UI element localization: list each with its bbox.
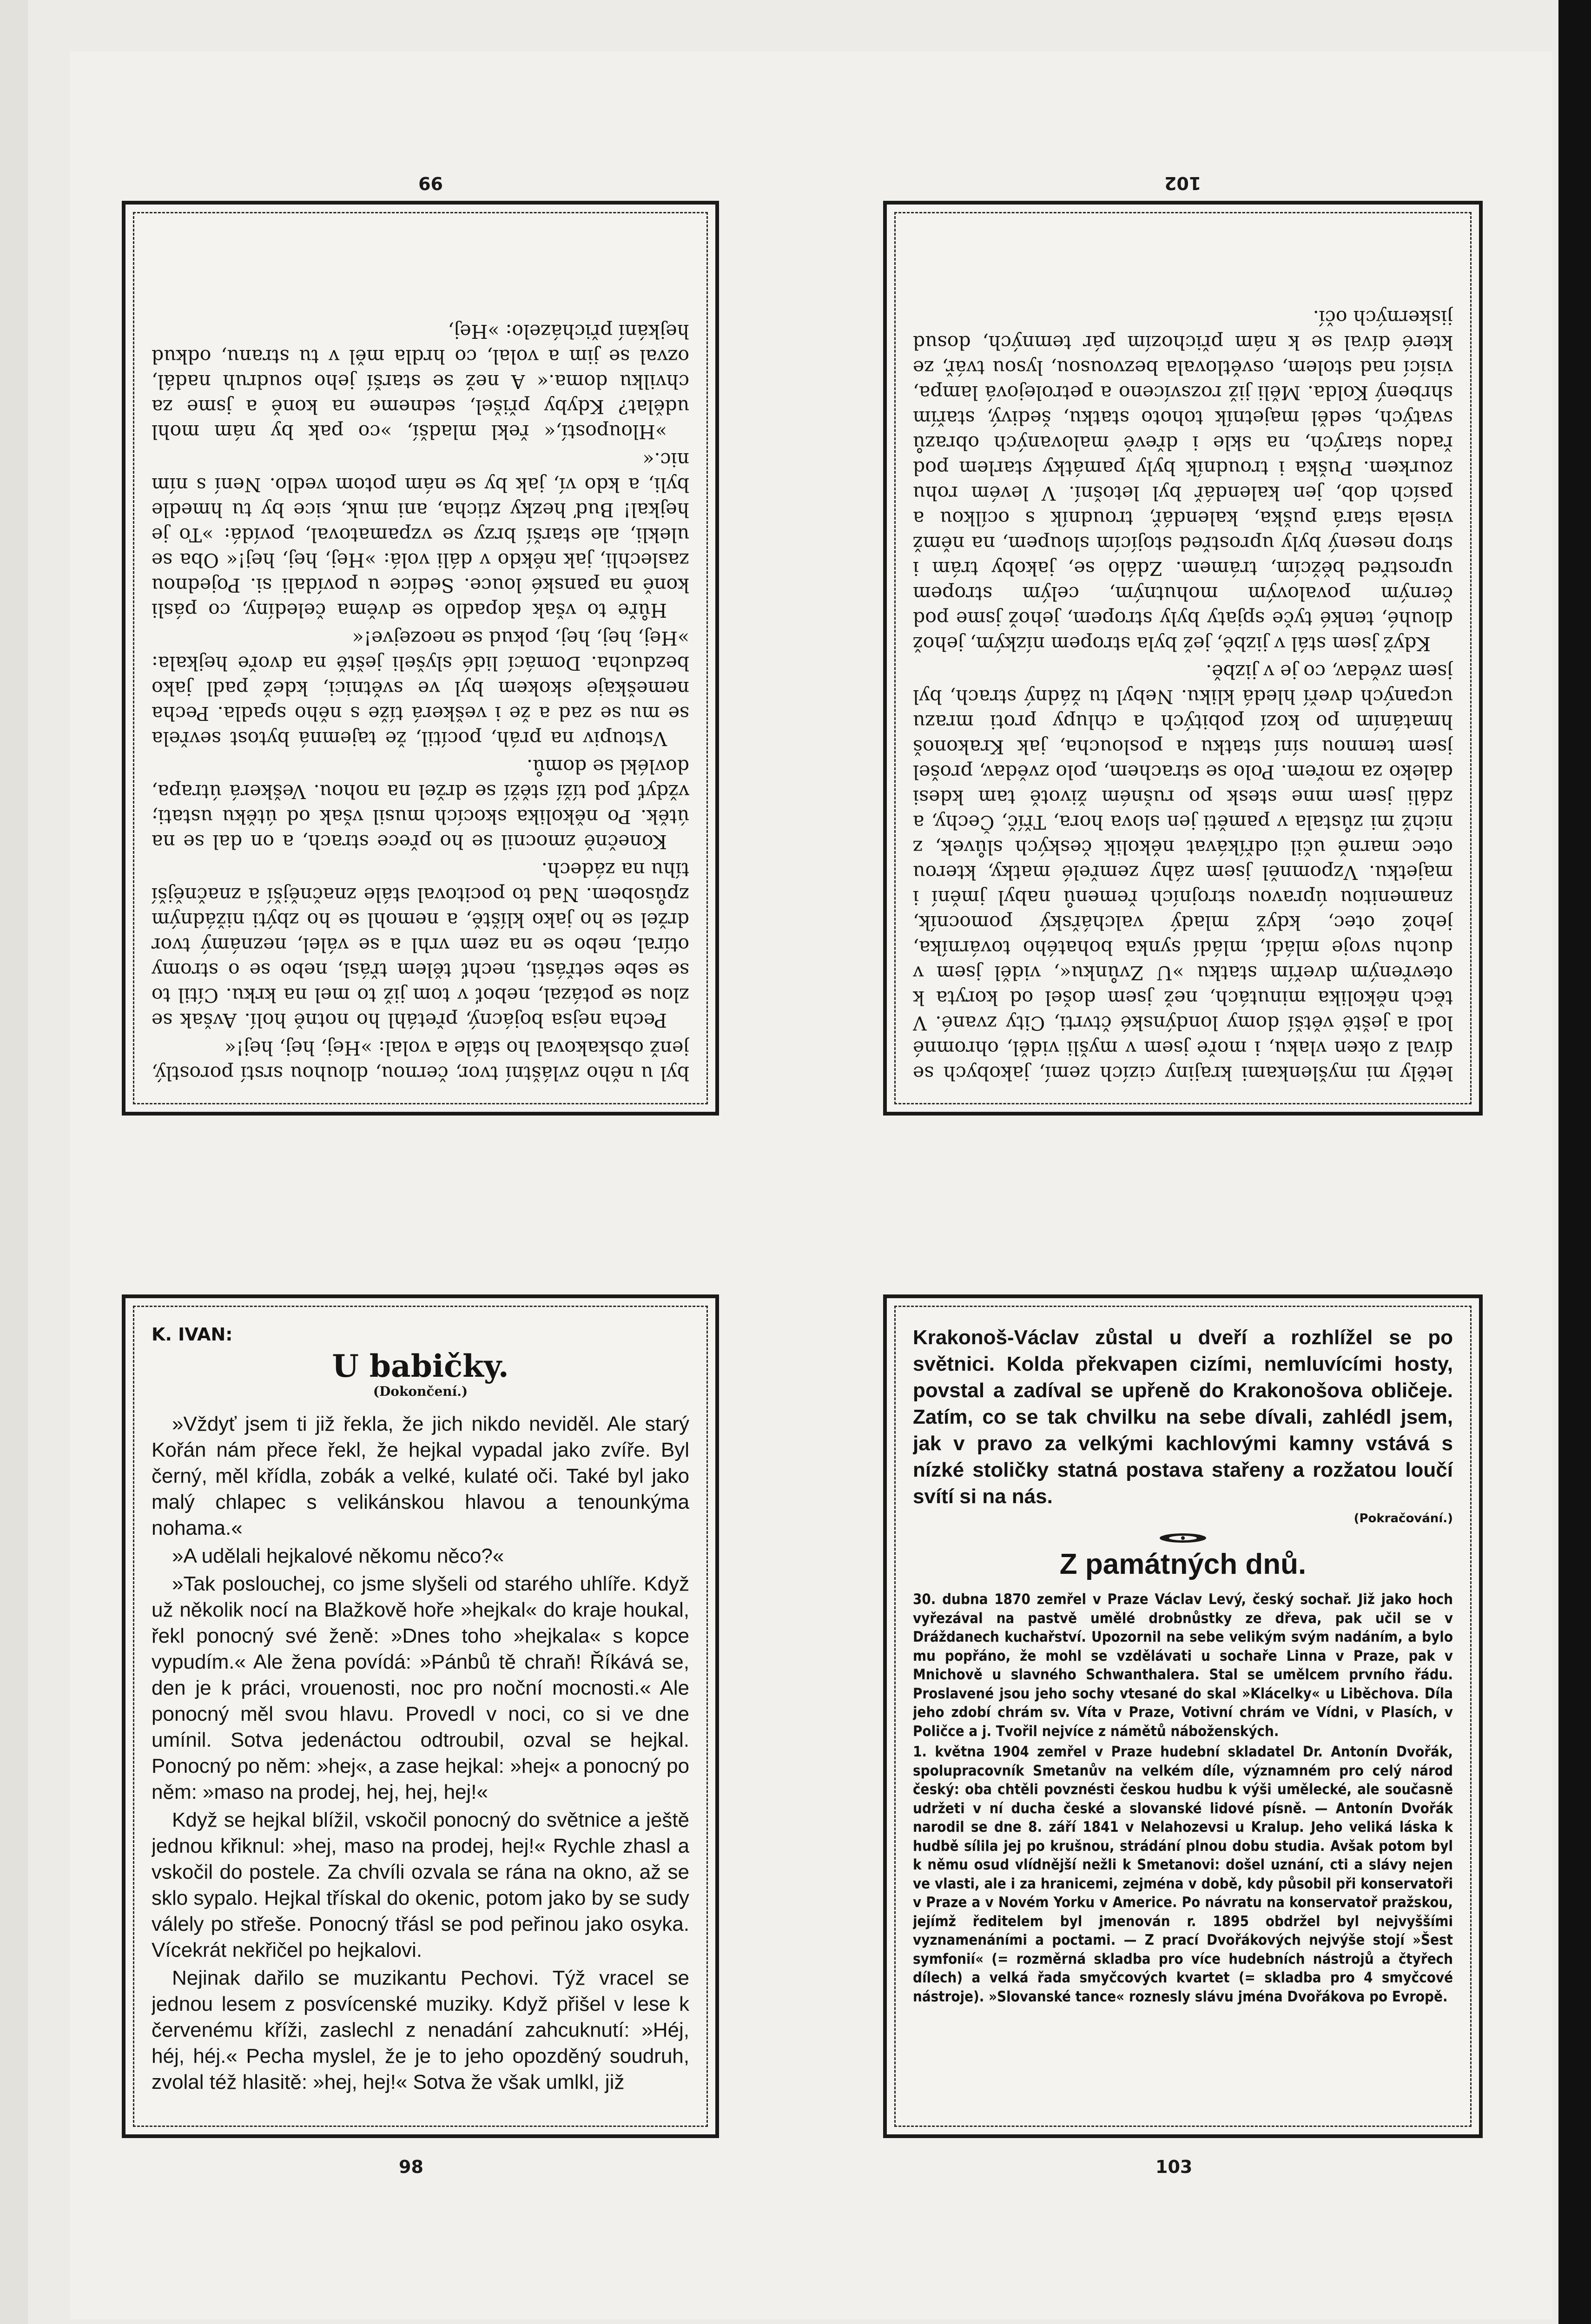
page-number-bottom-right: 103 <box>1155 2157 1193 2177</box>
inverted-left-paragraph: byl u něho zvláštní tvor, černou, dlouhou srstí porostlý, jenž obskakoval ho stále a volal: »Hej, hej, hej!« <box>152 1037 689 1084</box>
ornament-divider <box>913 1532 1453 1546</box>
story-paragraph: »A udělali hejkalové někomu něco?« <box>172 1545 504 1567</box>
continued-note: (Pokračování.) <box>1353 1512 1453 1525</box>
inverted-text-right <box>913 231 1453 1086</box>
scan-left-margin <box>0 0 28 2324</box>
story-paragraph: »Tak poslouchej, co jsme slyšeli od starého uhlíře. Když už několik nocí na Blažkově hoře »hejkal« do kraje houkal, řekl ponocný své ženě: »Dnes toho »hejkala« s kopce vypudím.« Ale žena povídá: »Pánbů tě chraň! Říkává se, den je k práci, vrouenosti, noc pro noční mocnosti.« Ale ponocný měl svou hlavu. Provedl v noci, co si ve dne umínil. Sotva jedenáctou odtroubil, ozval se hejkal. Ponocný po něm: »hej«, a zase hejkal: »hej« a ponocný po něm: »maso na prodej, hej, hej, hej!« <box>152 1572 689 1803</box>
page-number-top-left: 99 <box>418 173 443 193</box>
entry-text: zemřel v Praze Václav Levý, český sochař. Již jako hoch vyřezával na pastvě umělé drobnůstky ze dřeva, pak učil se v Dráždanech kuchařství. Upozornil na sebe velikým svým nadáním, a bylo mu popřáno, že mohl se vzdělávati u sochaře Linna v Praze, pak v Mnichově u slavného Schwanthalera. Stal se umělcem prvního řádu. Proslavené jsou jeho sochy vtesané do skal »Klácelky« u Liběchova. Díla jeho zdobí chrám sv. Víta v Praze, Votivní chrám ve Vídni, v Plasích, v Poličce a j. Tvořil nejvíce z námětů náboženských. <box>913 1591 1453 1740</box>
inverted-right-paragraph: letěly mi myšlenkami krajiny cizích zemí, jakobych se díval z oken vlaku, i moře jsem v myšli viděl, ohromné lodi a ještě větší domy londýnské čtvrti, City zvané. V těch několika minutách, než jsem došel od koryta k otevřeným dveřím statku »U Zvůnku«, viděl jsem v duchu svoje mládí, mládí synka bohatého továrníka, jehož otec, když mladý valchářský pomocník, znamenitou úpravou strojních řemenů nabyl jmění i majetku. Vzpomněl jsem záhy zemřelé matky, kterou otec marně učil odříkávat několik českých slůvek, z nichž mi zůstala v paměti jen slova hora, Tříč, Čechy, a zdáli jsem mne stesk po rušném životě tam kdesi daleko za mořem. Polo se strachem, polo zvědav, prošel jsem temnou síní statku a posloucha, jak Krakonoš hmatáním po kozí pobitých a chlupy proti mrazu ucpaných dveří hledá kliku. Nebyl tu žádný strach, byl jsem zvědav, co je v jizbě. <box>913 660 1453 1084</box>
story-continuation: Krakonoš-Václav zůstal u dveří a rozhlížel se po světnici. Kolda překvapen cizími, nemluvícími hosty, povstal a zadíval se upřeně do Krakonošova obličeje. Zatím, co se tak chvilku na sebe dívali, zahlédl jsem, jak v pravo za velkými kachlovými kamny vstává s nízké stoličky statná postava stařeny a rozžatou loučí svítí si na nás. <box>913 1326 1453 1508</box>
story-paragraph: Když se hejkal blížil, vskočil ponocný do světnice a ještě jednou křiknul: »hej, maso na prodej, hej!« Rychle zhasl a vskočil do postele. Za chvíli ozvala se rána na okno, až se sklo sypalo. Hejkal třískal do okenic, potom jako by se sudy válely po střeše. Ponocný třásl se pod peřinou jako osyka. Vícekrát nekřičel po hejkalovi. <box>152 1809 689 1961</box>
page-number-bottom-left: 98 <box>399 2157 423 2177</box>
inverted-left-paragraph: Konečně zmocnil se ho přece strach, a on dal se na útěk. Po několika skocích musil však od útěku ustati; vždyť pod tíží stěží se držel na nohou. Veškerá útrapa, dovlékl se domů. <box>152 755 689 853</box>
entry-date: 30. dubna 1870 <box>913 1591 1030 1608</box>
page-number-top-right: 102 <box>1164 173 1202 193</box>
story-author: K. IVAN: <box>152 1324 233 1345</box>
story-content <box>152 1324 689 2108</box>
story-paragraph: »Vždyť jsem ti již řekla, že jich nikdo neviděl. Ale starý Kořán nám přece řekl, že hejkal vypadal jako zvíře. Byl černý, měl křídla, zobák a velké, kulaté oči. Také byl jako malý chlapec s velikánskou hlavou a tenounkýma nohama.« <box>152 1413 689 1539</box>
entry-text: zemřel v Praze hudební skladatel Dr. Antonín Dvořák, spolupracovník Smetanův na velkém díle, významném pro celý národ český: oba chtěli povznésti českou hudbu k výši umělecké, ale současně udržeti v ní ducha české a slovanské lidové písně. — Antonín Dvořák narodil se dne 8. září 1841 v Nelahozevsi u Kralup. Jeho veliká láska k hudbě sílila jej po krušnou, strádání plnou dobu studia. Avšak potom byl k němu osud vlídnější nežli k Smetanovi: došel uznání, cti a slávy nejen ve vlasti, ale i za hranicemi, zejména v době, kdy působil při konservatoři v Praze a v Novém Yorku v Americe. Po návratu na konservatoř pražskou, jejímž ředitelem byl jmenován r. 1895 obdržel byl nejvyššími vyznamenáními a poctami. — Z prací Dvořákových nejvýše stojí »Šest symfonií« (= rozměrná skladba pro více hudebních nástrojů a čtyřech dílech) a velká řada smyčcových kvartet (= skladba pro 4 smyčcové nástroje). »Slovanské tance« roznesly slávu jména Dvořákova po Evropě. <box>913 1743 1453 2005</box>
inverted-left-paragraph: Pecha nejsa bojácný, přetáhl ho notně holí. Avšak se zlou se potázal, neboť v tom již to mel na krku. Cítil to se sebe setřásti, nechť tělem třásl, nebo se o stromy otíral, nebo se na zem vrhl a se válel, neznámý tvor držel se ho jako klíště, a nemohl se ho zbýti nižádným způsobem. Nad to pocitoval stále značnější a značnější tíhu na zádech. <box>152 858 689 1031</box>
inverted-left-paragraph: Vstoupiv na práh, pocítil, že tajemná bytost sevřela se mu se zad a že i veškerá tíže s něho spadla. Pecha nemeškaje skokem byl ve světnici, kdež padl jako bezducha. Domácí lidé slyšeli ještě na dvoře hejkala: »Hej, hej, hej, pokud se neozejve!« <box>152 627 689 750</box>
story-panel <box>122 1294 719 2138</box>
inverted-left-paragraph: »Hloupostí,« řekl mladší, »co pak by nám mohl udělat? Kdyby přišel, sedneme na koně a jsme za chvilku doma.« A než se starší jeho soudruh nadál, ozval se jim a volal, co hrdla měl v tu stranu, odkud hejkání přicházelo: »Hej, <box>152 320 689 443</box>
calendar-entry <box>913 1590 1453 1741</box>
inverted-panel-right <box>883 201 1483 1116</box>
entry-date: 1. května 1904 <box>913 1743 1029 1760</box>
scan-right-edge <box>1558 0 1591 2324</box>
calendar-content <box>913 1324 1453 2108</box>
ornament-icon <box>1157 1532 1208 1544</box>
inverted-panel-left <box>122 201 719 1116</box>
calendar-panel <box>883 1294 1483 2138</box>
inverted-text-left <box>152 231 689 1086</box>
inverted-right-paragraph: Když jsem stál v jizbě, jež byla stropem nízkým, jehož dlouhé, tenké tyče spjaty byly stropem, jehož jsme pod černým povalovým mohutným, celým stropem uprostřed běžcím, trámem. Zdálo se, jakoby trám i strop nesený byly uprostřed stojícím sloupem, na němž visela stará puška, kalendář, troudník s ocílkou a pasích dob, jen kalendář byl letošní. V levém rohu zourkem. Puška i troudník byly památky starlem pod řadou starých, na skle i dřevě malovaných obrazů svatých, seděl majetník tohoto statku, šedivý, stařím shrbený Kolda. Měli již rozsvíceno a petrolejová lampa, visící nad stolem, osvětlovala bezvousou, lysou tvář, ze které díval se k nám přichozím pár temných, dosud jiskerných očí. <box>913 306 1453 655</box>
inverted-left-paragraph: Hůře to však dopadlo se dvěma čeledíny, co pásli koně na panské louce. Sedíce u povídali si. Pojednou zaslechli, jak někdo v dáli volá: »Hej, hej, hej!« Oba se ulekli, ale starší brzy se vzpamatoval, povídá: »To je hejkal! Buď hezky zticha, ani muk, sice by tu hmedle byli, a kdo ví, jak by se nám potom vedlo. Není s ním nic.« <box>152 449 689 621</box>
section-heading: Z památných dnů. <box>1059 1548 1307 1580</box>
story-title: U babičky. <box>332 1348 509 1384</box>
story-paragraph: Nejinak dařilo se muzikantu Pechovi. Týž vracel se jednou lesem z posvícenské muziky. Když přišel v lese k červenému kříži, zaslechl z nenadání zahcuknutí: »Héj, héj, héj.« Pecha myslel, že je to jeho opozděný soudruh, zvolal též hlasitě: »hej, hej!« Sotva že však umlkl, již <box>152 1967 689 2093</box>
calendar-entry <box>913 1743 1453 2006</box>
story-subtitle: (Dokončení.) <box>373 1384 468 1399</box>
